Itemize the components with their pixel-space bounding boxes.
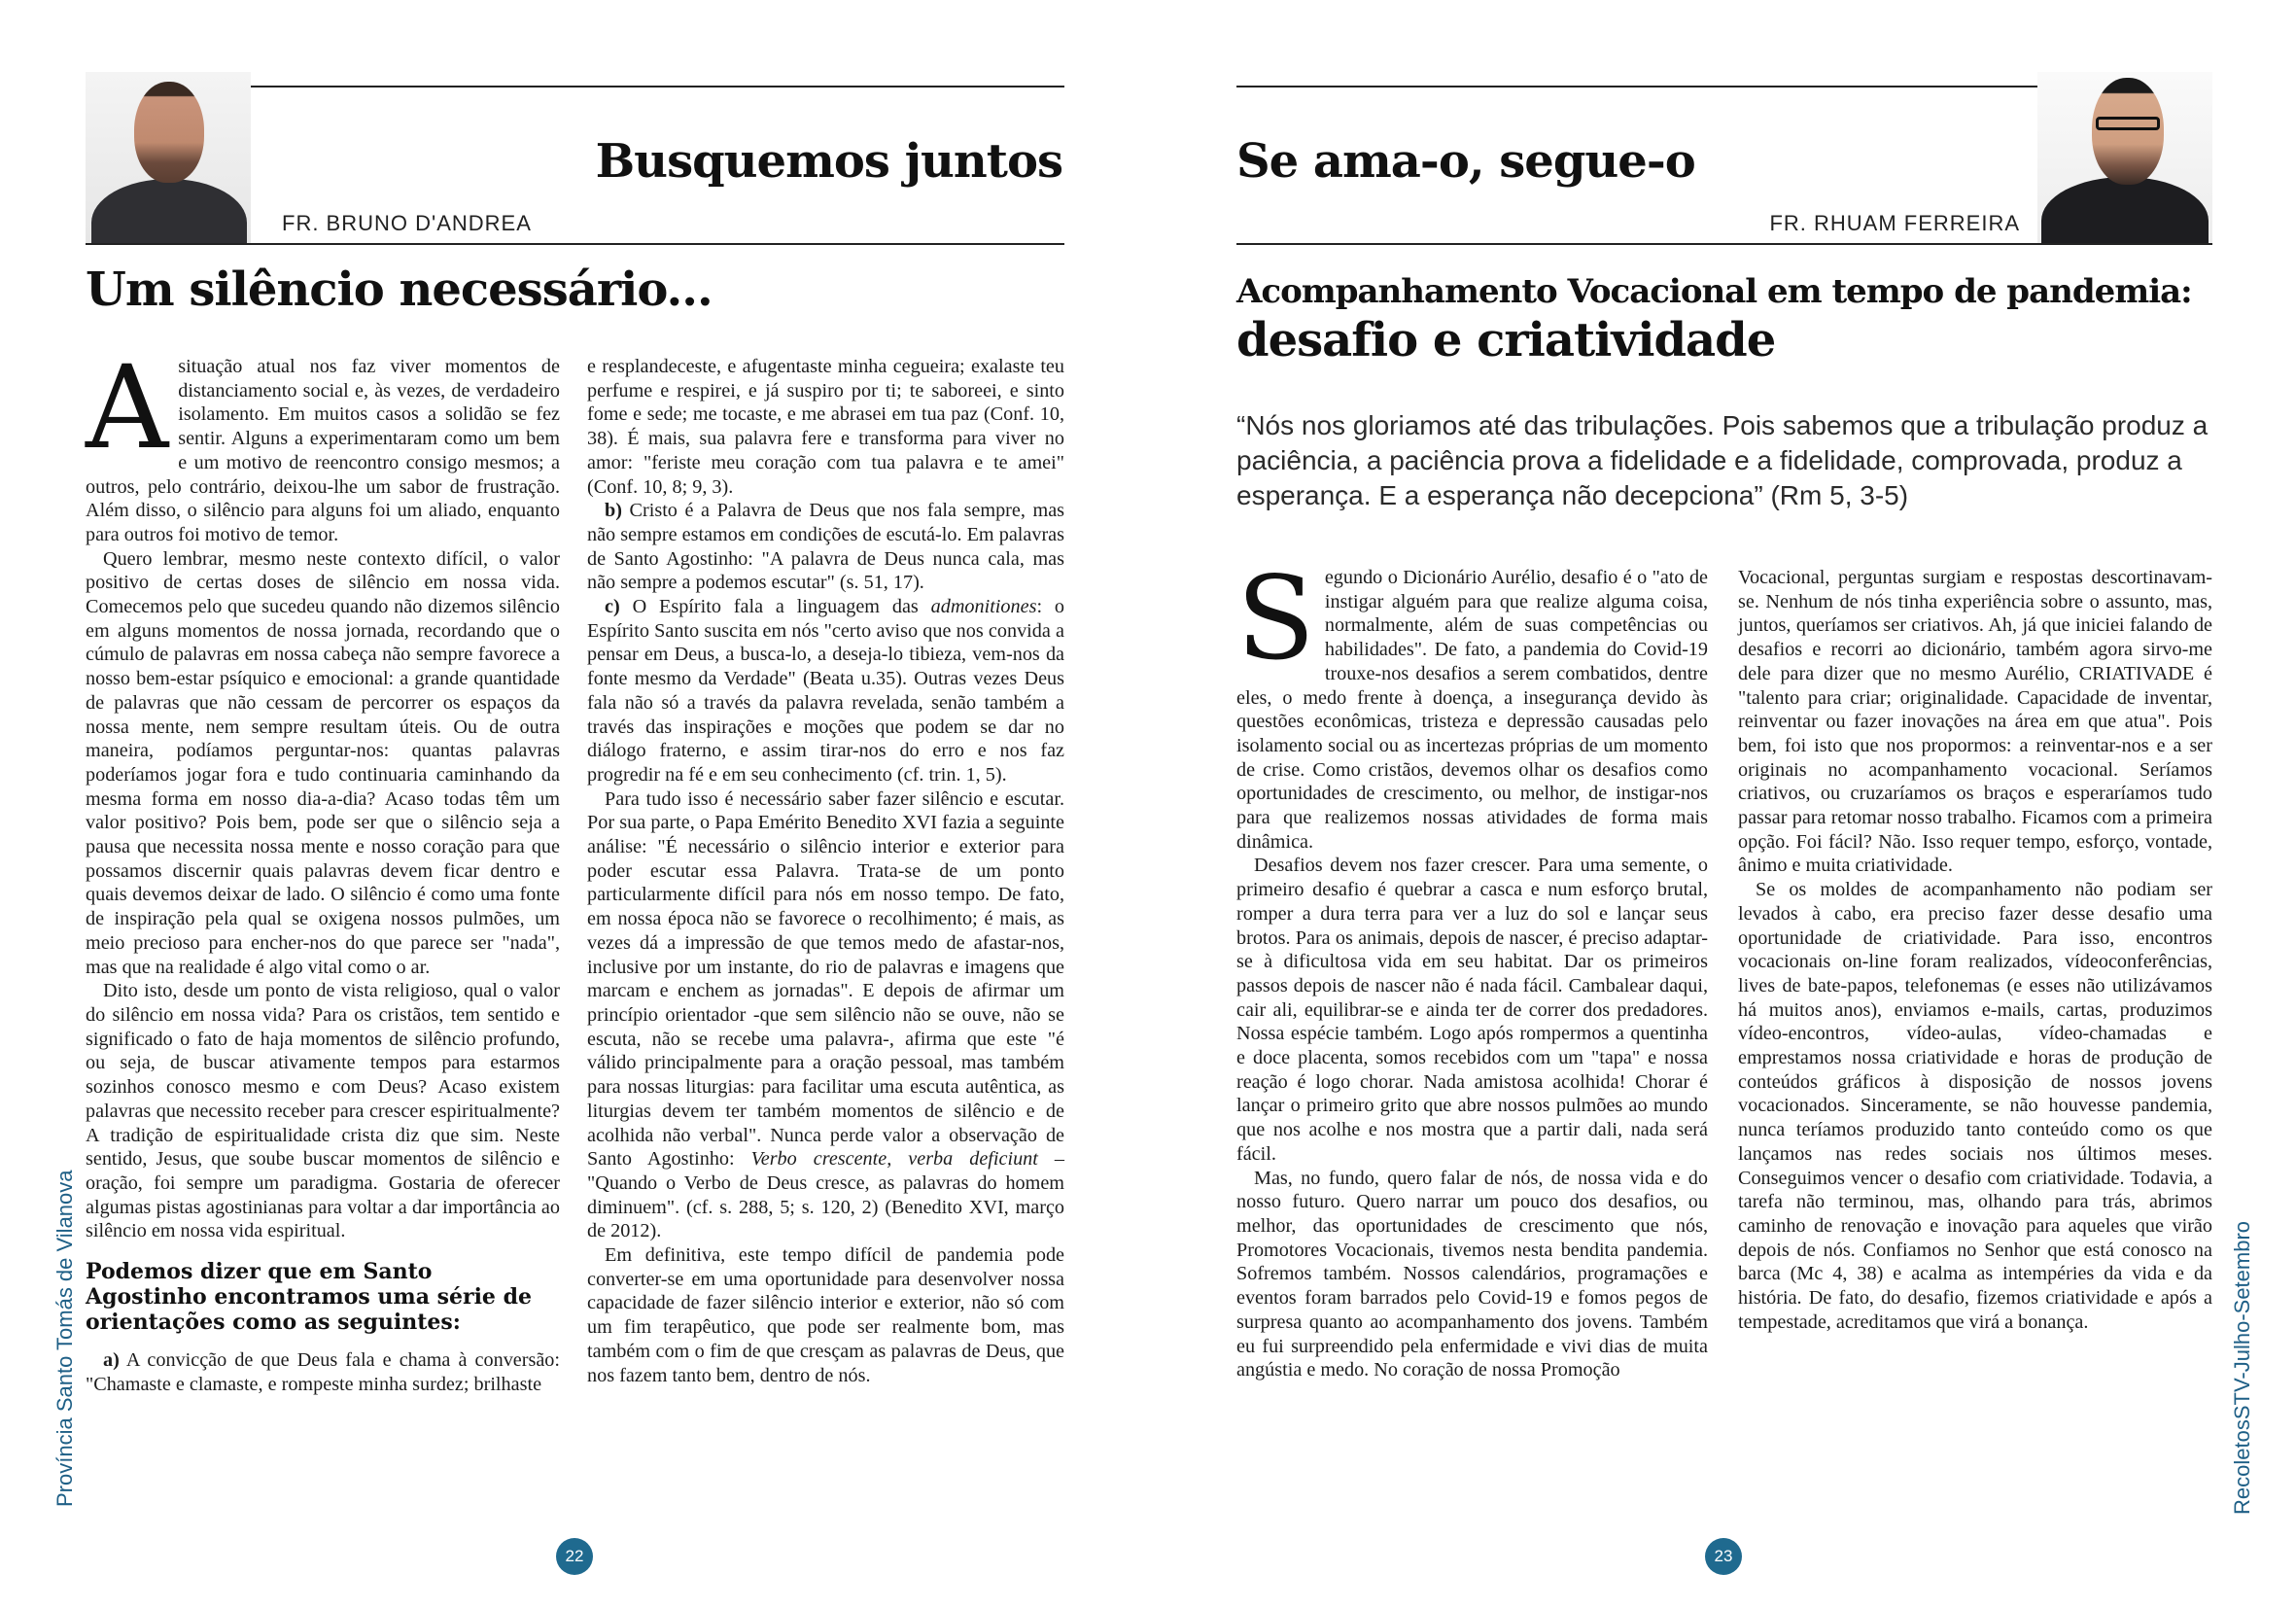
right-paragraph: Desafios devem nos fazer crescer. Para uma semente, o primeiro desafio é quebrar a casca e num esforço brutal, romper a dura terra para ver a luz do sol e lançar seus brotos. Para os animais, depois de nascer, é preciso adaptar-se à dificultosa vida em seu habitat. Dar os primeiros passos depois de nascer não é nada fácil. Cambalear daqui, cair ali, equilibrar-se e ainda ter de correr dos predadores. Nossa espécie também. Logo após rompermos a quentinha e doce placenta, somos recebidos com um "tapa" e nossa reação é logo chorar. Nada amistosa acolhida! Chorar é lançar o primeiro grito que abre nossos pulmões ao mundo que nos acolhe e nos mostra que a partir dali, nada será fácil. bbox=[1236, 855, 1708, 1165]
left-item-c-pre: O Espírito fala a linguagem das bbox=[632, 596, 931, 618]
right-paragraph: Vocacional, perguntas surgiam e respostas descortinavam-se. Nenhum de nós tinha experiência sobre o assunto, mas, juntos, queríamos ser criativos. Ah, já que iniciei falando de desafios e recorri ao dicionário, também agora sirvo-me dele para dizer que no mesmo Aurélio, CRIATIVADE é "talento para criar; originalidade. Capacidade de inventar, reinventar ou fazer inovações na área em que atua". Pois bem, foi isto que nos propormos: a reinventar-nos e a ser originais no acompanhamento vocacional. Seríamos criativos, ou cruzaríamos os braços e esperaríamos tudo passar para retomar nosso trabalho. Ficamos com a primeira opção. Foi fácil? Não. Isso requer tempo, esforço, vontade, ânimo e muita criatividade. bbox=[1738, 567, 2212, 877]
left-section-title: Busquemos juntos bbox=[595, 134, 1062, 189]
left-item-label-a: a) bbox=[103, 1349, 120, 1372]
right-column-2 bbox=[1738, 566, 2212, 1335]
right-bottom-rule bbox=[1236, 243, 2212, 245]
left-paragraph: Dito isto, desde um ponto de vista religioso, qual o valor do silêncio em nossa vida? Para os cristãos, tem sentido e significado o fato de haja momentos de silêncio profundo, ou seja, de buscar ativamente tempos para estarmos sozinhos conosco mesmo e com Deus? Acaso existem palavras que necessito receber para crescer espiritualmente? A tradição de espiritualidade crista diz que sim. Neste sentido, Jesus, que soube buscar momentos de silêncio e oração, foi sempre um paradigma. Gostaria de oferecer algumas pistas agostinianas para voltar a dar importância ao silêncio em nossa vida espiritual. bbox=[86, 980, 560, 1242]
right-article-title-line2: desafio e criatividade bbox=[1236, 313, 1776, 367]
left-page-number: 22 bbox=[556, 1538, 593, 1575]
author-photo-rhuam bbox=[2037, 72, 2212, 243]
left-paragraph: situação atual nos faz viver momentos de distanciamento social e, às vezes, de verdadeiro isolamento. Em muitos casos a solidão se fez sentir. Alguns a experimentaram como um bem e um motivo de reencontro consigo mesmos; a outros, pelo contrário, deixou-lhe um sabor de frustração. Além disso, o silêncio para alguns foi um aliado, enquanto para outros foi motivo de temor. bbox=[86, 356, 560, 545]
left-paragraph-pre: Para tudo isso é necessário saber fazer silêncio e escutar. Por sua parte, o Papa Emérito Benedito XVI fazia a seguinte análise: "É necessário o silêncio interior e exterior para poder escutar essa Palavra. Trata-se de um ponto particularmente difícil para nós em nosso tempo. De fato, em nossa época não se favorece o recolhimento; é mais, as vezes dá a impressão de que temos medo de afastar-nos, inclusive por um instante, do rio de palavras e imagens que marcam e enchem as jornadas". E depois de afirmar um princípio orientador -que sem silêncio não se ouve, não se escuta, não se recebe uma palavra-, afirma que este "é válido principalmente para a oração pessoal, mas também para nossas liturgias: para facilitar uma escuta autêntica, as liturgias devem ter também momentos de silêncio e de acolhida não verbal". Nunca perde valor a observação de Santo Agostinho: bbox=[587, 787, 1064, 1171]
left-item-b: Cristo é a Palavra de Deus que nos fala sempre, mas não sempre estamos em condições de escutá-lo. Em palavras de Santo Agostinho: "A palavra de Deus nunca cala, mas não sempre a podemos escutar" (s. 51, 17). bbox=[587, 500, 1065, 594]
left-article-title: Um silêncio necessário... bbox=[86, 262, 713, 317]
right-author-name: FR. RHUAM FERREIRA bbox=[1769, 211, 2020, 235]
left-column-1 bbox=[86, 340, 560, 1396]
left-paragraph: Em definitiva, este tempo difícil de pandemia pode converter-se em uma oportunidade para desenvolver nossa capacidade de fazer silêncio interior e exterior, não só com um fim terapêutico, que pode ser realmente bom, mas também com o fim de que cresçam as palavras de Deus, que nos fazem tanto bem, dentro de nós. bbox=[587, 1244, 1064, 1386]
right-paragraph: Se os moldes de acompanhamento não podiam ser levados à cabo, era preciso fazer desse desafio uma oportunidade de criatividade. Para isso, encontros vocacionais on-line foram realizados, vídeoconferências, lives de bate-papos, telefonemas (e esses não utilizávamos há muitos anos), enviamos e-mails, cartas, produzimos vídeo-encontros, vídeo-aulas, vídeo-chamadas e emprestamos nossa criatividade e horas de produção de conteúdos gráficos à disposição de nossos jovens vocacionados. Sinceramente, se não houvesse pandemia, nunca teríamos produzido tanto conteúdo como os que lançamos nas redes sociais nos últimos meses. Conseguimos vencer o desafio com criatividade. Todavia, a tarefa não terminou, mas, olhando para trás, abrimos caminho de renovação e inovação para aqueles que virão depois de nós. Confiamos no Senhor que está conosco na barca (Mc 4, 38) e acalma as intempéries da vida e da história. De fato, do desafio, fizemos criatividade e após a tempestade, acreditamos que virá a bonança. bbox=[1738, 879, 2212, 1333]
left-item-a: A convicção de que Deus fala e chama à conversão: "Chamaste e clamaste, e rompeste minha surdez; brilhaste bbox=[86, 1349, 560, 1395]
left-subheading: Podemos dizer que em Santo Agostinho encontramos uma série de orientações como as seguintes: bbox=[86, 1259, 532, 1336]
left-author-name: FR. BRUNO D'ANDREA bbox=[282, 211, 532, 235]
right-column-1 bbox=[1236, 551, 1708, 1382]
right-paragraph: Mas, no fundo, quero falar de nós, de nossa vida e do nosso futuro. Quero narrar um pouco dos desafios, ou melhor, das oportunidades de crescimento que nós, Promotores Vocacionais, tivemos nesta bendita pandemia. Sofremos também. Nossos calendários, programações e eventos foram barrados pelo Covid-19 e fomos pegos de surpresa quanto ao acompanhamento dos jovens. Também eu fui surpreendido pela enfermidade e vivi dias de muita angústia e medo. No coração de nossa Promoção bbox=[1236, 1167, 1708, 1381]
right-lead-quote: “Nós nos gloriamos até das tribulações. Pois sabemos que a tribulação produz a paciência, a paciência prova a fidelidade e a fidelidade, comprovada, produz a esperança. E a esperança não decepciona” (Rm 5, 3-5) bbox=[1236, 410, 2209, 510]
right-article-title-line1: Acompanhamento Vocacional em tempo de pandemia: bbox=[1236, 272, 2192, 311]
left-item-c-post: : o Espírito Santo suscita em nós "certo aviso que nos convida a pensar em Deus, a busca-lo, a deseja-lo tibieza, vem-nos da fonte mesmo da Verdade" (Beata u.35). Outras vezes Deus fala não só a través da palavra revelada, senão também a través das inspirações e moções que podem se dar no diálogo fraterno, e assim tirar-nos do erro e nos faz progredir na fé e em seu conhecimento (cf. trin. 1, 5). bbox=[587, 596, 1065, 786]
left-column-2 bbox=[587, 355, 1064, 1387]
left-dropcap: A bbox=[86, 340, 169, 474]
right-dropcap: S bbox=[1236, 551, 1315, 685]
left-paragraph: e resplandeceste, e afugentaste minha cegueira; exalaste teu perfume e respirei, e já suspiro por ti; te saboreei, e sinto fome e sede; me tocaste, e me abrasei em tua paz (Conf. 10, 38). É mais, sua palavra fere e transforma para viver no amor: "feriste meu coração com tua palavra e te amei" (Conf. 10, 8; 9, 3). bbox=[587, 356, 1064, 498]
left-latin-quote: Verbo crescente, verba deficiunt bbox=[750, 1148, 1038, 1171]
left-side-text: Província Santo Tomás de Vilanova bbox=[52, 1170, 77, 1507]
left-item-label-c: c) bbox=[605, 596, 620, 618]
left-item-c-em: admonitiones bbox=[930, 596, 1037, 618]
left-item-label-b: b) bbox=[605, 500, 622, 522]
right-page-number: 23 bbox=[1705, 1538, 1742, 1575]
right-paragraph: egundo o Dicionário Aurélio, desafio é o "ato de instigar alguém para que realize alguma coisa, normalmente, além de suas competências ou habilidades". De fato, a pandemia do Covid-19 trouxe-nos desafios a serem combatidos, dentre eles, o medo frente à doença, a insegurança devido às questões econômicas, tristeza e depressão causadas pelo isolamento social ou as incertezas próprias de um momento de crise. Como cristãos, devemos olhar os desafios como oportunidades de crescimento, ou melhor, de instigar-nos para que realizemos nossas atividades de forma mais dinâmica. bbox=[1236, 567, 1708, 853]
right-side-text: RecoletosSTV-Julho-Setembro bbox=[2230, 1220, 2254, 1515]
left-paragraph: Quero lembrar, mesmo neste contexto difícil, o valor positivo de certas doses de silêncio em nossa vida. Comecemos pelo que sucedeu quando não dizemos silêncio em alguns momentos de nossa jornada, recordando que o cúmulo de palavras em nossa cabeça não sempre favorece a nosso bem-estar psíquico e emocional: a grande quantidade de palavras que não cessam de percorrer os espaços da nossa mente, nem sempre resultam úteis. Ou de outra maneira, podíamos perguntar-nos: quantas palavras poderíamos jogar fora e tudo continuaria caminhando da mesma forma em nosso dia-a-dia? Acaso todas têm um valor positivo? Pois bem, pode ser que o silêncio seja a pausa que necessita nossa mente e nosso coração para que possamos discernir quais palavras devem ficar dentro e quais devemos deixar de lado. O silêncio é como uma fonte de inspiração pela qual se oxigena nossos pulmões, um meio precioso para encher-nos do que parece ser "nada", mas que na realidade é algo vital como o ar. bbox=[86, 547, 560, 978]
right-section-title: Se ama-o, segue-o bbox=[1236, 134, 1695, 189]
left-bottom-rule bbox=[86, 243, 1064, 245]
left-paragraph-post: – "Quando o Verbo de Deus cresce, as palavras do homem diminuem". (cf. s. 288, 5; s. 120, 2) (Benedito XVI, março de 2012). bbox=[587, 1148, 1064, 1242]
author-photo-bruno bbox=[86, 72, 251, 243]
